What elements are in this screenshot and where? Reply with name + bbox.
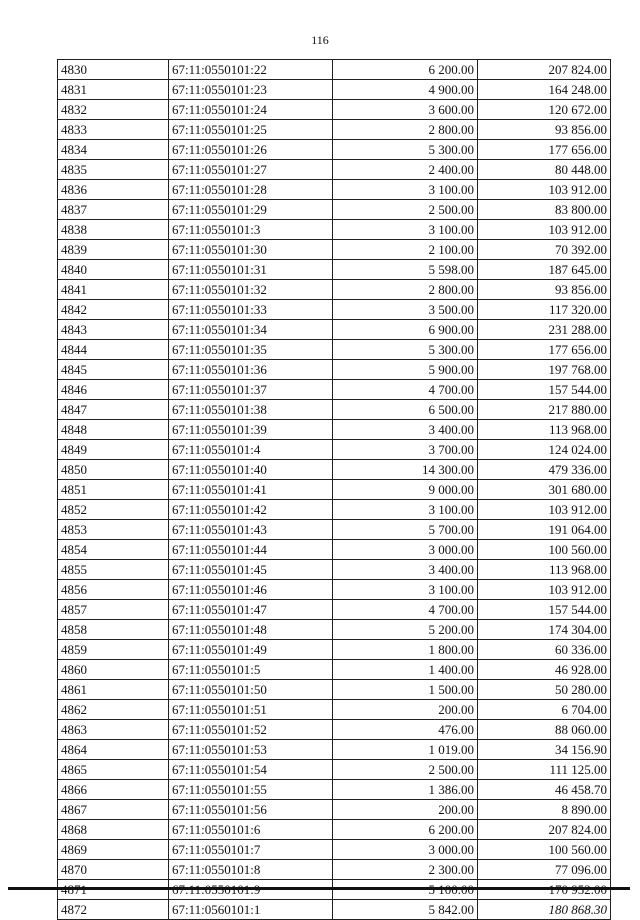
cadastral-number-cell: 67:11:0550101:25 (169, 120, 333, 140)
cadastral-number-cell: 67:11:0550101:43 (169, 520, 333, 540)
value-cell: 103 912.00 (478, 580, 611, 600)
area-cell: 2 800.00 (333, 120, 478, 140)
table-row (58, 860, 611, 880)
area-cell: 6 900.00 (333, 320, 478, 340)
cadastral-number-cell: 67:11:0550101:49 (169, 640, 333, 660)
value-cell: 46 928.00 (478, 660, 611, 680)
row-number-cell: 4843 (58, 320, 169, 340)
area-cell: 2 400.00 (333, 160, 478, 180)
area-cell: 3 600.00 (333, 100, 478, 120)
row-number-cell: 4863 (58, 720, 169, 740)
value-cell: 70 392.00 (478, 240, 611, 260)
cadastral-number-cell: 67:11:0550101:35 (169, 340, 333, 360)
area-cell: 6 200.00 (333, 820, 478, 840)
value-cell: 100 560.00 (478, 840, 611, 860)
table-row (58, 740, 611, 760)
area-cell: 3 400.00 (333, 560, 478, 580)
area-cell: 14 300.00 (333, 460, 478, 480)
value-cell: 83 800.00 (478, 200, 611, 220)
row-number-cell: 4865 (58, 760, 169, 780)
area-cell: 5 700.00 (333, 520, 478, 540)
area-cell: 5 200.00 (333, 620, 478, 640)
row-number-cell: 4855 (58, 560, 169, 580)
value-cell: 207 824.00 (478, 60, 611, 80)
cadastral-number-cell: 67:11:0550101:33 (169, 300, 333, 320)
value-cell: 113 968.00 (478, 560, 611, 580)
value-cell: 177 656.00 (478, 140, 611, 160)
table-row (58, 720, 611, 740)
row-number-cell: 4838 (58, 220, 169, 240)
cadastral-number-cell: 67:11:0550101:34 (169, 320, 333, 340)
area-cell: 3 100.00 (333, 180, 478, 200)
area-cell: 2 100.00 (333, 240, 478, 260)
value-cell: 103 912.00 (478, 180, 611, 200)
value-cell: 117 320.00 (478, 300, 611, 320)
cadastral-number-cell: 67:11:0550101:50 (169, 680, 333, 700)
table-row (58, 60, 611, 80)
row-number-cell: 4868 (58, 820, 169, 840)
cadastral-number-cell: 67:11:0550101:4 (169, 440, 333, 460)
value-cell: 187 645.00 (478, 260, 611, 280)
cadastral-number-cell: 67:11:0550101:30 (169, 240, 333, 260)
table-row (58, 500, 611, 520)
area-cell: 3 100.00 (333, 220, 478, 240)
cadastral-number-cell: 67:11:0550101:31 (169, 260, 333, 280)
table-row (58, 200, 611, 220)
cadastral-number-cell: 67:11:0550101:46 (169, 580, 333, 600)
cadastral-number-cell: 67:11:0550101:26 (169, 140, 333, 160)
row-number-cell: 4858 (58, 620, 169, 640)
cadastral-number-cell: 67:11:0550101:47 (169, 600, 333, 620)
value-cell: 77 096.00 (478, 860, 611, 880)
cadastral-number-cell: 67:11:0550101:32 (169, 280, 333, 300)
cadastral-number-cell: 67:11:0550101:24 (169, 100, 333, 120)
area-cell: 3 000.00 (333, 840, 478, 860)
value-cell: 113 968.00 (478, 420, 611, 440)
area-cell: 5 300.00 (333, 140, 478, 160)
cadastral-number-cell: 67:11:0550101:5 (169, 660, 333, 680)
cadastral-number-cell: 67:11:0550101:56 (169, 800, 333, 820)
area-cell: 1 400.00 (333, 660, 478, 680)
area-cell: 3 700.00 (333, 440, 478, 460)
cadastral-number-cell: 67:11:0550101:44 (169, 540, 333, 560)
value-cell: 100 560.00 (478, 540, 611, 560)
value-cell: 120 672.00 (478, 100, 611, 120)
table-row (58, 160, 611, 180)
area-cell: 200.00 (333, 800, 478, 820)
table-row (58, 760, 611, 780)
table-row (58, 660, 611, 680)
cadastral-number-cell: 67:11:0550101:55 (169, 780, 333, 800)
row-number-cell: 4833 (58, 120, 169, 140)
value-cell: 157 544.00 (478, 380, 611, 400)
cadastral-number-cell: 67:11:0550101:42 (169, 500, 333, 520)
table-row (58, 100, 611, 120)
area-cell: 5 900.00 (333, 360, 478, 380)
area-cell: 5 598.00 (333, 260, 478, 280)
table-row (58, 640, 611, 660)
area-cell: 3 500.00 (333, 300, 478, 320)
cadastral-number-cell: 67:11:0550101:8 (169, 860, 333, 880)
value-cell: 301 680.00 (478, 480, 611, 500)
value-cell: 197 768.00 (478, 360, 611, 380)
table-row (58, 340, 611, 360)
value-cell: 174 304.00 (478, 620, 611, 640)
row-number-cell: 4849 (58, 440, 169, 460)
value-cell: 180 868.30 (478, 900, 611, 920)
cadastral-number-cell: 67:11:0550101:29 (169, 200, 333, 220)
table-row (58, 280, 611, 300)
row-number-cell: 4867 (58, 800, 169, 820)
area-cell: 9 000.00 (333, 480, 478, 500)
table-row (58, 780, 611, 800)
row-number-cell: 4840 (58, 260, 169, 280)
value-cell: 88 060.00 (478, 720, 611, 740)
value-cell: 191 064.00 (478, 520, 611, 540)
row-number-cell: 4856 (58, 580, 169, 600)
row-number-cell: 4835 (58, 160, 169, 180)
row-number-cell: 4860 (58, 660, 169, 680)
area-cell: 1 386.00 (333, 780, 478, 800)
value-cell: 93 856.00 (478, 280, 611, 300)
area-cell: 4 700.00 (333, 600, 478, 620)
cadastral-number-cell: 67:11:0550101:36 (169, 360, 333, 380)
cadastral-number-cell: 67:11:0550101:48 (169, 620, 333, 640)
area-cell: 2 500.00 (333, 200, 478, 220)
row-number-cell: 4870 (58, 860, 169, 880)
row-number-cell: 4842 (58, 300, 169, 320)
table-row (58, 540, 611, 560)
row-number-cell: 4848 (58, 420, 169, 440)
table-row (58, 300, 611, 320)
row-number-cell: 4861 (58, 680, 169, 700)
row-number-cell: 4866 (58, 780, 169, 800)
row-number-cell: 4864 (58, 740, 169, 760)
table-row (58, 600, 611, 620)
row-number-cell: 4830 (58, 60, 169, 80)
table-row (58, 480, 611, 500)
area-cell: 6 200.00 (333, 60, 478, 80)
cadastral-number-cell: 67:11:0550101:41 (169, 480, 333, 500)
row-number-cell: 4869 (58, 840, 169, 860)
area-cell: 1 500.00 (333, 680, 478, 700)
row-number-cell: 4850 (58, 460, 169, 480)
bottom-rule (8, 887, 630, 890)
row-number-cell: 4853 (58, 520, 169, 540)
row-number-cell: 4857 (58, 600, 169, 620)
row-number-cell: 4872 (58, 900, 169, 920)
area-cell: 3 100.00 (333, 500, 478, 520)
area-cell: 2 300.00 (333, 860, 478, 880)
cadastral-number-cell: 67:11:0550101:54 (169, 760, 333, 780)
table-row (58, 900, 611, 920)
row-number-cell: 4845 (58, 360, 169, 380)
row-number-cell: 4839 (58, 240, 169, 260)
area-cell: 4 700.00 (333, 380, 478, 400)
table-row (58, 320, 611, 340)
value-cell: 60 336.00 (478, 640, 611, 660)
value-cell: 50 280.00 (478, 680, 611, 700)
row-number-cell: 4836 (58, 180, 169, 200)
area-cell: 5 300.00 (333, 340, 478, 360)
cadastral-table (57, 59, 611, 920)
cadastral-number-cell: 67:11:0550101:53 (169, 740, 333, 760)
cadastral-number-cell: 67:11:0560101:1 (169, 900, 333, 920)
table-row (58, 420, 611, 440)
value-cell: 207 824.00 (478, 820, 611, 840)
row-number-cell: 4854 (58, 540, 169, 560)
table-row (58, 680, 611, 700)
table-row (58, 120, 611, 140)
table-row (58, 80, 611, 100)
table-row (58, 620, 611, 640)
cadastral-number-cell: 67:11:0550101:38 (169, 400, 333, 420)
cadastral-number-cell: 67:11:0550101:22 (169, 60, 333, 80)
row-number-cell: 4837 (58, 200, 169, 220)
value-cell: 124 024.00 (478, 440, 611, 460)
area-cell: 5 842.00 (333, 900, 478, 920)
cadastral-number-cell: 67:11:0550101:39 (169, 420, 333, 440)
table-row (58, 440, 611, 460)
area-cell: 3 100.00 (333, 580, 478, 600)
value-cell: 46 458.70 (478, 780, 611, 800)
value-cell: 34 156.90 (478, 740, 611, 760)
table-row (58, 180, 611, 200)
value-cell: 217 880.00 (478, 400, 611, 420)
row-number-cell: 4841 (58, 280, 169, 300)
area-cell: 1 800.00 (333, 640, 478, 660)
cadastral-number-cell: 67:11:0550101:45 (169, 560, 333, 580)
area-cell: 1 019.00 (333, 740, 478, 760)
table-row (58, 360, 611, 380)
table-row (58, 820, 611, 840)
cadastral-number-cell: 67:11:0550101:7 (169, 840, 333, 860)
row-number-cell: 4859 (58, 640, 169, 660)
value-cell: 103 912.00 (478, 220, 611, 240)
area-cell: 2 500.00 (333, 760, 478, 780)
table-row (58, 800, 611, 820)
row-number-cell: 4852 (58, 500, 169, 520)
row-number-cell: 4832 (58, 100, 169, 120)
area-cell: 200.00 (333, 700, 478, 720)
cadastral-number-cell: 67:11:0550101:27 (169, 160, 333, 180)
area-cell: 6 500.00 (333, 400, 478, 420)
row-number-cell: 4831 (58, 80, 169, 100)
page-number: 116 (311, 33, 329, 47)
table-row (58, 260, 611, 280)
cadastral-number-cell: 67:11:0550101:40 (169, 460, 333, 480)
cadastral-number-cell: 67:11:0550101:52 (169, 720, 333, 740)
area-cell: 3 000.00 (333, 540, 478, 560)
area-cell: 2 800.00 (333, 280, 478, 300)
table-row (58, 520, 611, 540)
row-number-cell: 4862 (58, 700, 169, 720)
table-body (58, 60, 611, 920)
value-cell: 6 704.00 (478, 700, 611, 720)
value-cell: 80 448.00 (478, 160, 611, 180)
row-number-cell: 4846 (58, 380, 169, 400)
value-cell: 103 912.00 (478, 500, 611, 520)
row-number-cell: 4851 (58, 480, 169, 500)
area-cell: 476.00 (333, 720, 478, 740)
table-row (58, 580, 611, 600)
row-number-cell: 4847 (58, 400, 169, 420)
value-cell: 231 288.00 (478, 320, 611, 340)
table-row (58, 140, 611, 160)
cadastral-number-cell: 67:11:0550101:3 (169, 220, 333, 240)
table-row (58, 380, 611, 400)
cadastral-number-cell: 67:11:0550101:37 (169, 380, 333, 400)
table-row (58, 840, 611, 860)
value-cell: 93 856.00 (478, 120, 611, 140)
table-row (58, 400, 611, 420)
value-cell: 164 248.00 (478, 80, 611, 100)
cadastral-number-cell: 67:11:0550101:28 (169, 180, 333, 200)
value-cell: 177 656.00 (478, 340, 611, 360)
value-cell: 157 544.00 (478, 600, 611, 620)
row-number-cell: 4844 (58, 340, 169, 360)
value-cell: 479 336.00 (478, 460, 611, 480)
table-row (58, 700, 611, 720)
value-cell: 111 125.00 (478, 760, 611, 780)
cadastral-number-cell: 67:11:0550101:6 (169, 820, 333, 840)
area-cell: 3 400.00 (333, 420, 478, 440)
cadastral-number-cell: 67:11:0550101:51 (169, 700, 333, 720)
area-cell: 4 900.00 (333, 80, 478, 100)
value-cell: 8 890.00 (478, 800, 611, 820)
table-row (58, 460, 611, 480)
row-number-cell: 4834 (58, 140, 169, 160)
table-row (58, 240, 611, 260)
table-row (58, 560, 611, 580)
table-row (58, 220, 611, 240)
cadastral-number-cell: 67:11:0550101:23 (169, 80, 333, 100)
